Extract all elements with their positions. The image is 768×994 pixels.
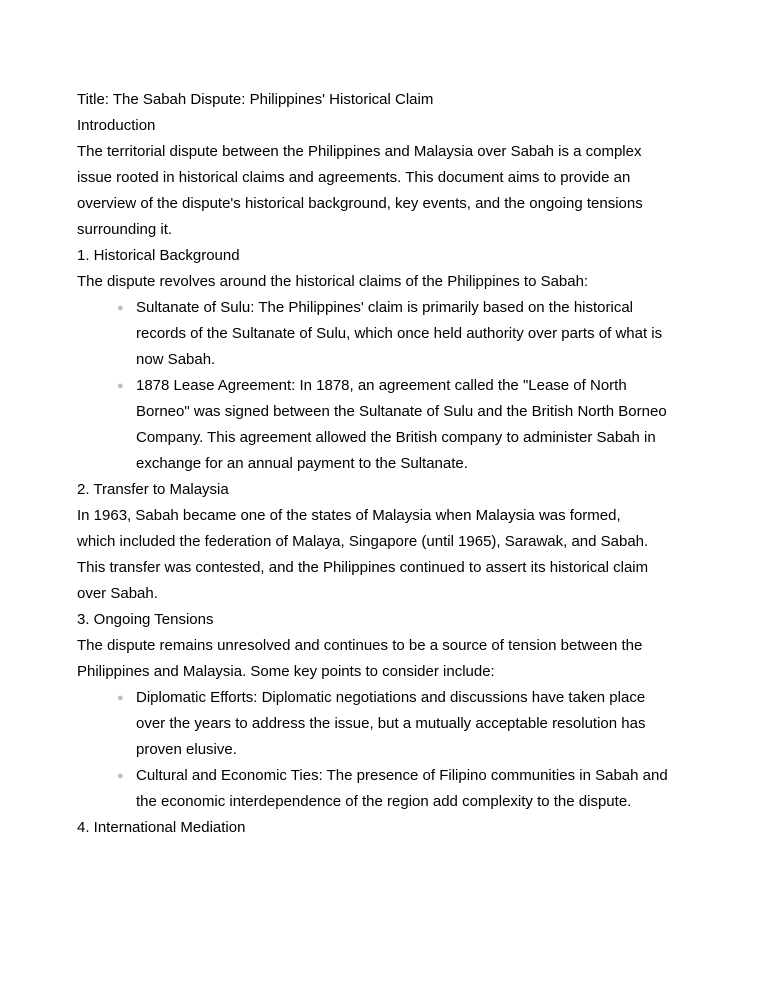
text-line: 4. International Mediation [77, 819, 246, 836]
text-line: Cultural and Economic Ties: The presence of Filipino communities in Sabah and [136, 767, 668, 784]
text-line: This transfer was contested, and the Philippines continued to assert its historical claim [77, 559, 649, 576]
text-line: the economic interdependence of the region add complexity to the dispute. [136, 793, 632, 810]
text-line: over the years to address the issue, but a mutually acceptable resolution has [136, 715, 646, 732]
bullet-icon: ● [117, 380, 124, 392]
bullet-icon: ● [117, 692, 124, 704]
text-line: Sultanate of Sulu: The Philippines' claim is primarily based on the historical [136, 299, 634, 316]
paragraph [77, 139, 717, 243]
text-line: Company. This agreement allowed the British company to administer Sabah in [136, 429, 656, 446]
document-page [77, 87, 717, 841]
text-line: The territorial dispute between the Philippines and Malaysia over Sabah is a complex [77, 143, 642, 160]
bullet-item [77, 685, 717, 763]
text-line: 1878 Lease Agreement: In 1878, an agreement called the "Lease of North [136, 377, 627, 394]
text-line: Diplomatic Efforts: Diplomatic negotiations and discussions have taken place [136, 689, 646, 706]
text-line: overview of the dispute's historical background, key events, and the ongoing tensions [77, 195, 643, 212]
text-line: 3. Ongoing Tensions [77, 611, 214, 628]
paragraph [77, 633, 717, 685]
paragraph [77, 607, 717, 633]
text-line: issue rooted in historical claims and agreements. This document aims to provide an [77, 169, 631, 186]
text-line: The dispute remains unresolved and continues to be a source of tension between the [77, 637, 643, 654]
text-line: 1. Historical Background [77, 247, 240, 264]
bullet-item [77, 373, 717, 477]
text-line: exchange for an annual payment to the Sultanate. [136, 455, 468, 472]
paragraph [77, 87, 717, 113]
text-line: The dispute revolves around the historical claims of the Philippines to Sabah: [77, 273, 589, 290]
paragraph [77, 477, 717, 503]
text-line: In 1963, Sabah became one of the states of Malaysia when Malaysia was formed, [77, 507, 621, 524]
bullet-item [77, 763, 717, 815]
text-line: Introduction [77, 117, 156, 134]
text-line: proven elusive. [136, 741, 237, 758]
text-line: over Sabah. [77, 585, 158, 602]
text-line: Philippines and Malaysia. Some key points to consider include: [77, 663, 495, 680]
text-line: 2. Transfer to Malaysia [77, 481, 229, 498]
bullet-icon: ● [117, 302, 124, 314]
paragraph [77, 243, 717, 269]
paragraph [77, 815, 717, 841]
paragraph [77, 503, 717, 607]
text-line: Borneo" was signed between the Sultanate of Sulu and the British North Borneo [136, 403, 667, 420]
text-line: surrounding it. [77, 221, 173, 238]
paragraph [77, 113, 717, 139]
paragraph [77, 269, 717, 295]
text-line: now Sabah. [136, 351, 216, 368]
bullet-icon: ● [117, 770, 124, 782]
text-line: Title: The Sabah Dispute: Philippines' Historical Claim [77, 91, 434, 108]
bullet-item [77, 295, 717, 373]
text-line: which included the federation of Malaya, Singapore (until 1965), Sarawak, and Sabah. [77, 533, 649, 550]
text-line: records of the Sultanate of Sulu, which once held authority over parts of what is [136, 325, 663, 342]
